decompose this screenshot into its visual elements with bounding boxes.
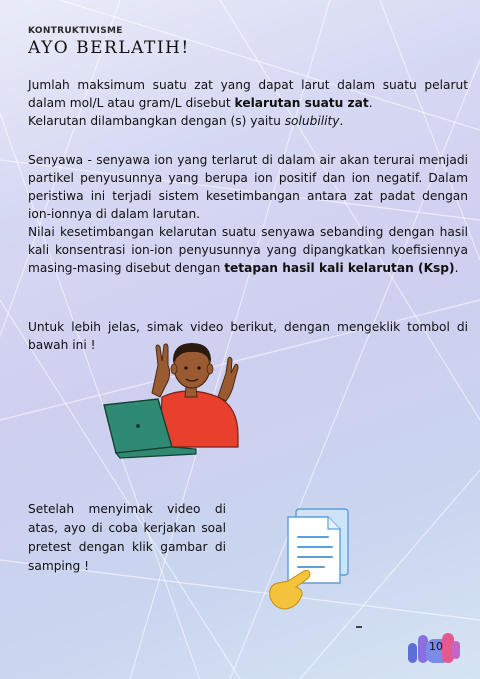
paragraph-pretest-instruction: Setelah menyimak video di atas, ayo di coba kerjakan soal pretest dengan klik gambar di samping !: [28, 502, 226, 573]
paragraph-solubility: [28, 76, 468, 130]
paragraph-ksp: [28, 151, 468, 277]
bold-term: tetapan hasil kali kelarutan (Ksp): [224, 261, 455, 275]
document-with-pointing-hand-icon: [266, 505, 356, 615]
paragraph-video-instruction: Untuk lebih jelas, simak video berikut, dengan mengeklik tombol di bawah ini !: [28, 320, 468, 352]
italic-term: solubility: [284, 114, 340, 128]
paragraph-text: Kelarutan dilambangkan dengan (s) yaitu: [28, 114, 285, 128]
paragraph-text: Senyawa - senyawa ion yang terlarut di dalam air akan terurai menjadi partikel penyusunnya yang berupa ion positif dan ion negatif. Dalam peristiwa ini terjadi sistem kesetimbangan antara zat padat dengan ion-ionnya di dalam larutan.: [28, 153, 468, 221]
bold-term: kelarutan suatu zat: [234, 96, 369, 110]
video-link-illustration[interactable]: [100, 335, 245, 460]
paragraph-text: Jumlah maksimum suatu zat yang dapat larut dalam suatu pelarut dalam mol/L atau gram/L disebut: [28, 78, 468, 110]
boy-with-laptop-icon: [100, 335, 245, 460]
page-title: AYO BERLATIH!: [28, 38, 190, 58]
paragraph-text: Nilai kesetimbangan kelarutan suatu senyawa sebanding dengan hasil kali konsentrasi ion-ion penyusunnya yang dipangkatkan koefisiennya masing-masing disebut dengan: [28, 225, 468, 275]
section-label: KONTRUKTIVISME: [28, 26, 123, 36]
paragraph-text: .: [339, 114, 344, 128]
paragraph-text: .: [368, 96, 373, 110]
decorative-dash: [356, 626, 362, 628]
pretest-link-illustration[interactable]: [266, 505, 356, 615]
paragraph-text: .: [454, 261, 459, 275]
page-number: 10: [429, 640, 443, 653]
